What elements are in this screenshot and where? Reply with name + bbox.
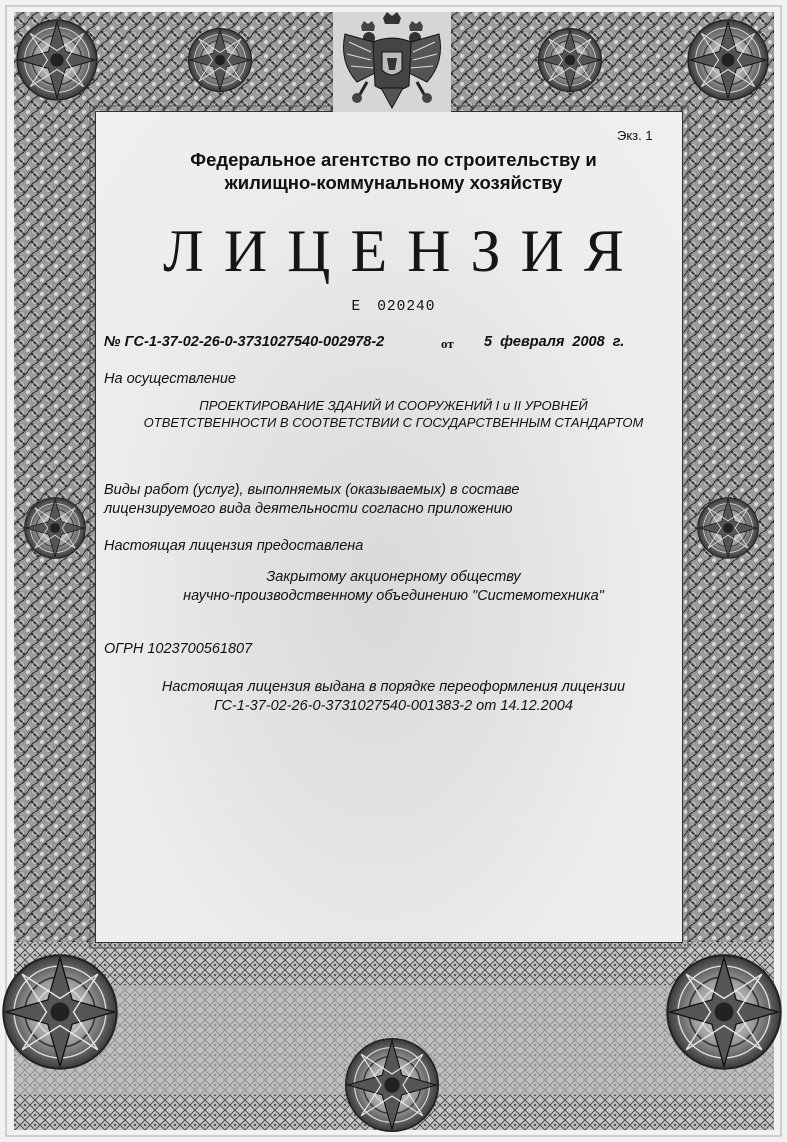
agency-name-line1: Федеральное агентство по строительству и xyxy=(190,149,597,170)
granted-label: Настоящая лицензия предоставлена xyxy=(104,538,364,554)
licensed-activity-line2: ОТВЕТСТВЕННОСТИ В СООТВЕТСТВИИ С ГОСУДАРСТВЕННЫМ СТАНДАРТОМ xyxy=(143,415,644,430)
licensed-activity-line1: ПРОЕКТИРОВАНИЕ ЗДАНИЙ И СООРУЖЕНИЙ I и II УРОВНЕЙ xyxy=(199,398,588,413)
purpose-label: На осуществление xyxy=(104,371,236,387)
agency-name xyxy=(100,148,687,194)
license-date: 5 февраля 2008 г. xyxy=(484,334,625,350)
license-holder-line1: Закрытому акционерному обществу xyxy=(266,569,521,585)
licensed-activity xyxy=(100,397,687,431)
copy-number: Экз. 1 xyxy=(617,128,653,143)
work-types-line1: Виды работ (услуг), выполняемых (оказываемых) в составе xyxy=(104,482,520,498)
form-series xyxy=(100,299,687,315)
work-types-note xyxy=(104,481,664,519)
coat-of-arms-icon xyxy=(333,12,451,112)
agency-name-line2: жилищно-коммунальному хозяйству xyxy=(224,172,563,193)
license-number: № ГС-1-37-02-26-0-3731027540-002978-2 xyxy=(104,334,385,350)
reissue-line1: Настоящая лицензия выдана в порядке переоформления лицензии xyxy=(161,679,626,695)
license-from-word: от xyxy=(441,336,454,351)
series-number: 020240 xyxy=(377,299,436,315)
document-title: ЛИЦЕНЗИЯ xyxy=(163,218,644,284)
ogrn: ОГРН 1023700561807 xyxy=(104,641,253,657)
reissue-line2: ГС-1-37-02-26-0-3731027540-001383-2 от 14.12.2004 xyxy=(214,698,573,714)
work-types-line2: лицензируемого вида деятельности согласно приложению xyxy=(104,501,513,517)
reissue-note xyxy=(100,678,687,716)
license-holder-line2: научно-производственному объединению "Системотехника" xyxy=(183,588,604,604)
license-holder xyxy=(100,568,687,606)
series-letter: Е xyxy=(351,299,362,315)
